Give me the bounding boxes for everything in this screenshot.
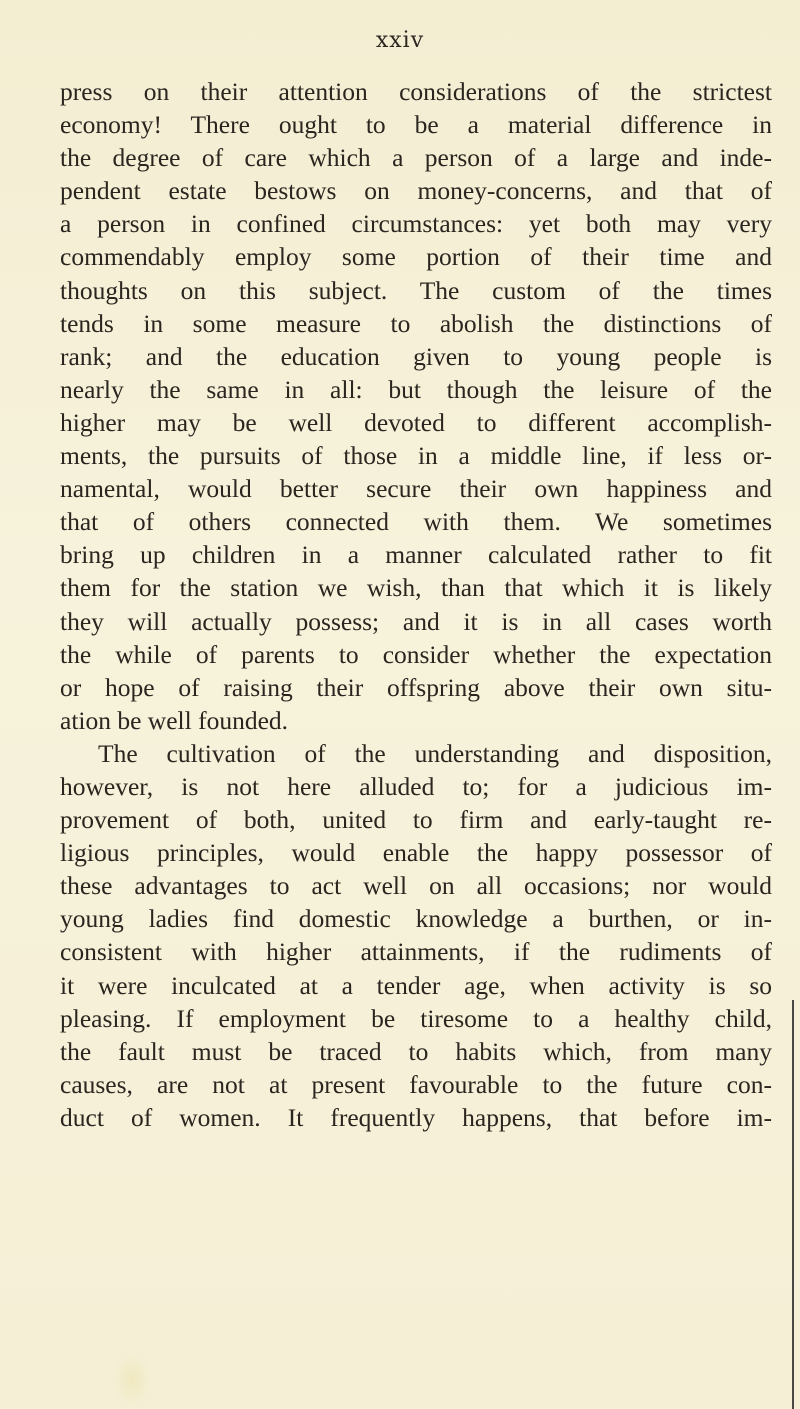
- text-line: the fault must be traced to habits which, from many: [60, 1036, 772, 1066]
- page-edge-shadow: [792, 1000, 794, 1409]
- text-line: it were inculcated at a tender age, when activity is so: [60, 970, 772, 1000]
- paper-stain: [112, 1352, 152, 1407]
- text-line: consistent with higher attainments, if the rudiments of: [60, 937, 772, 967]
- text-line: causes, are not at present favourable to the future con-: [60, 1069, 772, 1099]
- text-line: pleasing. If employment be tiresome to a healthy child,: [60, 1003, 772, 1033]
- text-line: ation be well founded.: [60, 705, 289, 735]
- text-line: however, is not here alluded to; for a judicious im-: [60, 771, 772, 801]
- text-line: rank; and the education given to young people is: [60, 341, 772, 371]
- text-line: they will actually possess; and it is in all cases worth: [60, 606, 772, 636]
- text-line: that of others connected with them. We sometimes: [60, 507, 772, 537]
- text-line: The cultivation of the understanding and disposition,: [98, 738, 772, 768]
- text-line: the degree of care which a person of a large and inde-: [60, 143, 772, 173]
- text-line: ligious principles, would enable the happy possessor of: [60, 838, 772, 868]
- text-line: nearly the same in all: but though the leisure of the: [60, 374, 772, 404]
- text-line: press on their attention considerations of the strictest: [60, 77, 772, 106]
- text-line: namental, would better secure their own happiness and: [60, 474, 772, 504]
- text-line: ments, the pursuits of those in a middle line, if less or-: [60, 441, 772, 471]
- text-line: commendably employ some portion of their time and: [60, 242, 772, 272]
- text-line: thoughts on this subject. The custom of the times: [60, 275, 772, 305]
- body-text: [60, 75, 772, 1134]
- text-line: young ladies find domestic knowledge a burthen, or in-: [60, 904, 772, 934]
- text-line: a person in confined circumstances: yet both may very: [60, 209, 772, 239]
- text-line: the while of parents to consider whether the expectation: [60, 639, 772, 669]
- text-line: tends in some measure to abolish the distinctions of: [60, 308, 772, 338]
- text-line: bring up children in a manner calculated rather to fit: [60, 540, 772, 570]
- text-line: these advantages to act well on all occasions; nor would: [60, 871, 772, 901]
- text-line: economy! There ought to be a material difference in: [60, 110, 772, 140]
- text-line: them for the station we wish, than that which it is likely: [60, 573, 772, 603]
- text-line: provement of both, united to firm and early-taught re-: [60, 805, 772, 835]
- text-line: or hope of raising their offspring above their own situ-: [60, 672, 772, 702]
- text-line: higher may be well devoted to different accomplish-: [60, 407, 772, 437]
- page-number: xxiv: [375, 28, 425, 53]
- text-line: pendent estate bestows on money-concerns, and that of: [60, 176, 772, 206]
- text-line: duct of women. It frequently happens, that before im-: [60, 1102, 772, 1132]
